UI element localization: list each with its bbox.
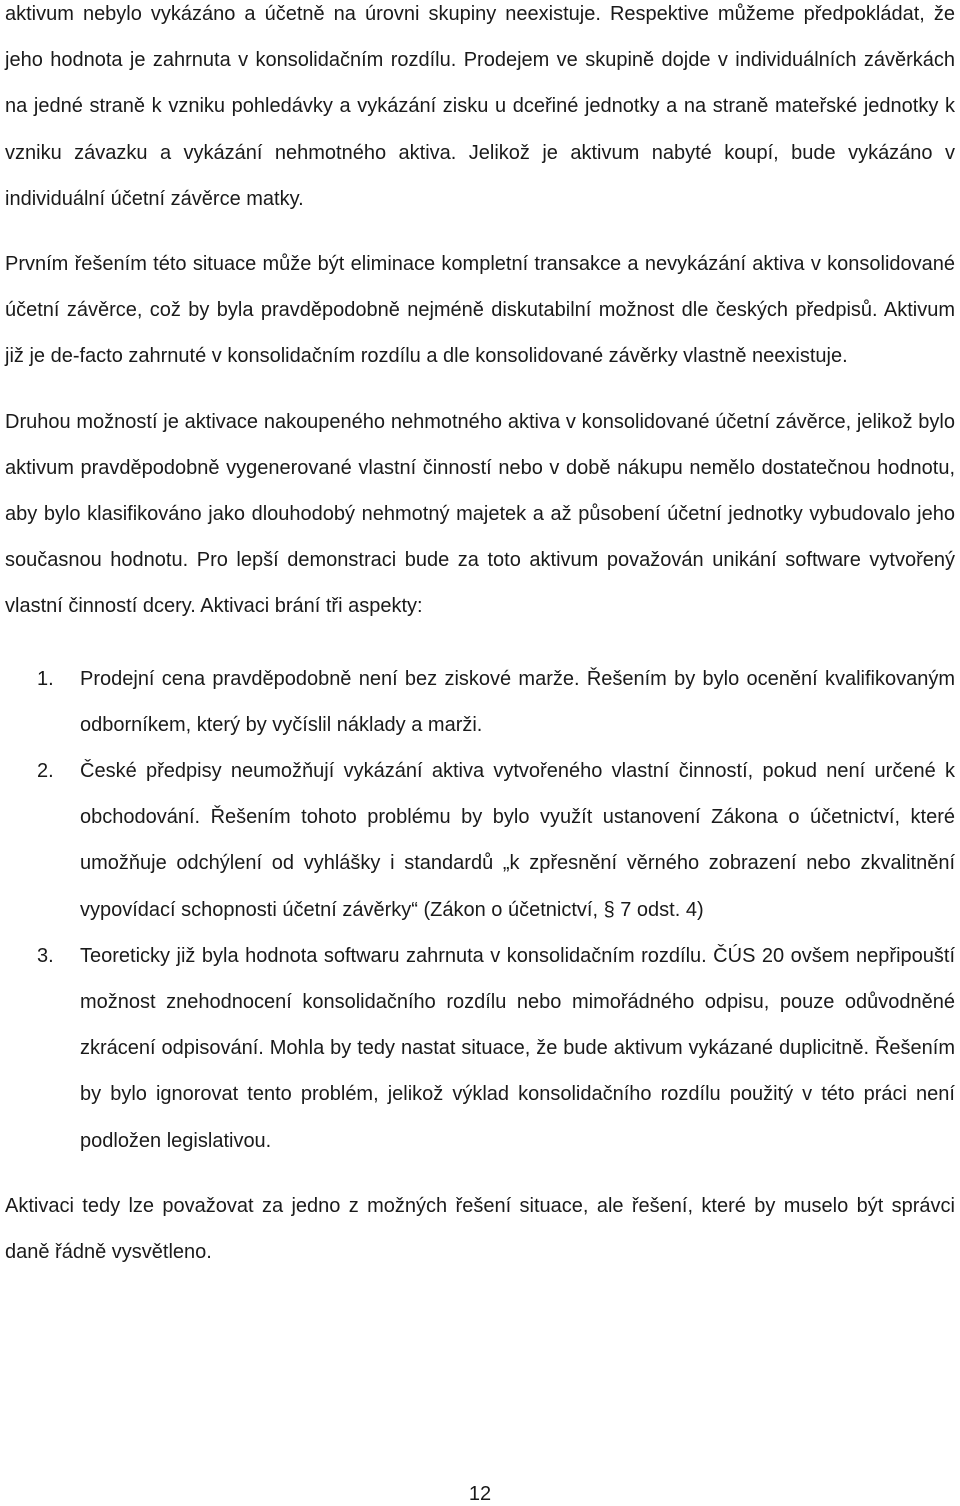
page-number: 12 [468,1483,492,1505]
list-spacer [5,630,955,656]
paragraph-spacer [5,1164,955,1183]
list-item-text: České předpisy neumožňují vykázání aktiva vytvořeného vlastní činností, pokud není určené k obchodování. Řešením tohoto problému by bylo využít ustanovení Zákona o účetnictví, které umožňuje odchýlení od vyhlášky i standardů „k zpřesnění věrného zobrazení nebo zkvalitnění vypovídací schopnosti účetní závěrky“ (Zákon o účetnictví, § 7 odst. 4) [80,760,955,921]
list-item [5,748,955,933]
list-item-number: 3. [37,944,54,967]
list-item [5,656,955,748]
list-item [5,933,955,1164]
document-page [5,0,955,1275]
paragraph-spacer [5,222,955,241]
paragraph-spacer [5,380,955,399]
paragraph-first-solution: Prvním řešením této situace může být eliminace kompletní transakce a nevykázání aktiva v konsolidované účetní závěrce, což by byla pravděpodobně nejméně diskutabilní možnost dle českých předpisů. Aktivum již je de-facto zahrnuté v konsolidačním rozdílu a dle konsolidované závěrky vlastně neexistuje. [5,253,955,368]
list-item-number: 2. [37,760,54,783]
paragraph-intro: aktivum nebylo vykázáno a účetně na úrovni skupiny neexistuje. Respektive můžeme předpokládat, že jeho hodnota je zahrnuta v konsolidačním rozdílu. Prodejem ve skupině dojde v individuálních závěrkách na jedné straně k vzniku pohledávky a vykázání zisku u dceřiné jednotky a na straně mateřské jednotky k vzniku závazku a vykázání nehmotného aktiva. Jelikož je aktivum nabyté koupí, bude vykázáno v individuální účetní závěrce matky. [5,3,955,210]
list-item-number: 1. [37,667,54,690]
list-item-text: Prodejní cena pravděpodobně není bez ziskové marže. Řešením by bylo ocenění kvalifikovaným odborníkem, který by vyčíslil náklady a marži. [80,667,955,736]
list-item-text: Teoreticky již byla hodnota softwaru zahrnuta v konsolidačním rozdílu. ČÚS 20 ovšem nepřipouští možnost znehodnocení konsolidačního rozdílu nebo mimořádného odpisu, pouze odůvodněné zkrácení odpisování. Mohla by tedy nastat situace, že bude aktivum vykázané duplicitně. Řešením by bylo ignorovat tento problém, jelikož výklad konsolidačního rozdílu použitý v této práci není podložen legislativou. [80,944,955,1152]
paragraph-second-option: Druhou možností je aktivace nakoupeného nehmotného aktiva v konsolidované účetní závěrce, jelikož bylo aktivum pravděpodobně vygenerované vlastní činností nebo v době nákupu nemělo dostatečnou hodnotu, aby bylo klasifikováno jako dlouhodobý nehmotný majetek a až působení účetní jednotky vybudovalo jeho současnou hodnotu. Pro lepší demonstraci bude za toto aktivum považován unikání software vytvořený vlastní činností dcery. Aktivaci brání tři aspekty: [5,410,955,618]
aspects-list [5,656,955,1164]
paragraph-conclusion: Aktivaci tedy lze považovat za jedno z možných řešení situace, ale řešení, které by muselo být správci daně řádně vysvětleno. [5,1194,955,1264]
